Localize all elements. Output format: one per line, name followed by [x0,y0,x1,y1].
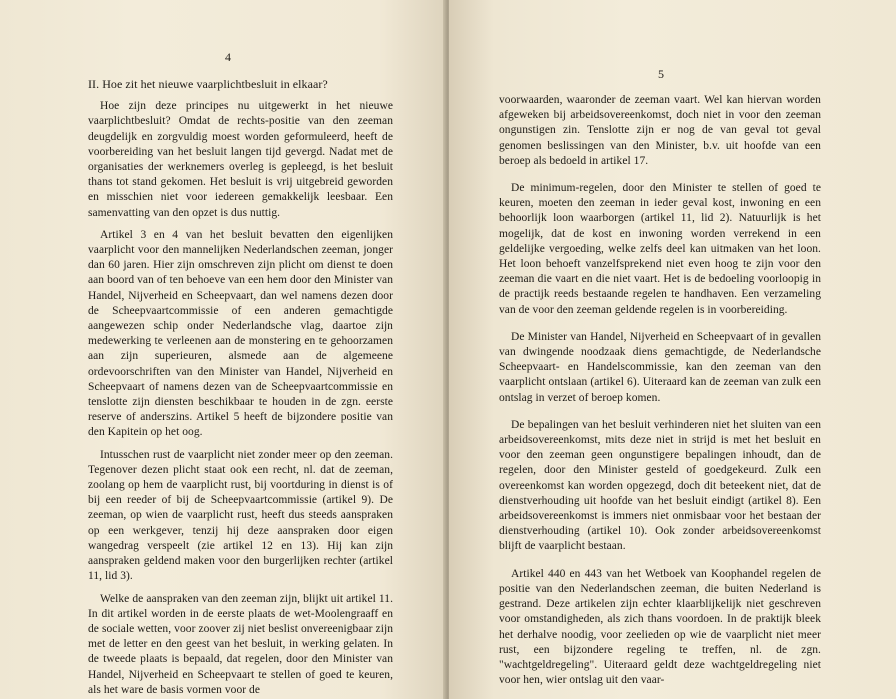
paragraph: Welke de aanspraken van den zeeman zijn, blijkt uit artikel 11. In dit artikel worden in de eerste plaats de wet-Moolengraaff en de sociale wetten, voor zoover zij niet beslist onvereenigbaar zijn met de letter en den geest van het besluit, in werking gelaten. In de tweede plaats is bepaald, dat regelen, door den Minister van Handel, Nijverheid en Scheepvaart te stellen of goed te keuren, als het ware de basis vormen voor de [88,592,393,696]
paragraph: De minimum-regelen, door den Minister te stellen of goed te keuren, moeten den zeeman in ieder geval kost, inwoning en een behoorlijk loon waarborgen (artikel 11, lid 2). Natuurlijk is het mogelijk, dat de kost en inwoning worden verrekend in een geldelijke vergoeding, welke zelfs deel kan uitmaken van het loon. Het loon behoeft vanzelfsprekend niet even hoog te zijn voor den zeeman die vaart en die niet vaart. Het is de bedoeling voorloopig in de practijk reeds bestaande regelen te handhaven. Een verzameling van de voor den zeeman geldende regelen is in voorbereiding. [499,182,821,316]
paragraph: voorwaarden, waaronder de zeeman vaart. Wel kan hiervan worden afgeweken bij arbeidsovereenkomst, doch niet in voor den zeeman ongunstigen zin. Tenslotte zijn er nog de van geval tot geval genomen beslissingen van den Minister, b.v. uit hoofde van een beroep als bedoeld in artikel 17. [499,94,821,167]
paragraph: De Minister van Handel, Nijverheid en Scheepvaart of in gevallen van dwingende noodzaak diens gemachtigde, de Nederlandsche Scheepvaart- en Handelscommissie, kan den zeeman van den vaarplicht ontslaan (artikel 6). Uiteraard kan de zeeman van zulk een ontslag in verzet of beroep komen. [499,330,821,404]
paragraph: Artikel 3 en 4 van het besluit bevatten den eigenlijken vaarplicht voor den mannelijken Nederlandschen zeeman, jonger dan 60 jaren. Hier zijn omschreven zijn plicht om dienst te doen aan boord van of ten behoeve van een hem door den Minister van Handel, Nijverheid en Scheepvaart, dan wel namens dezen door de Scheepvaartcommissie of een anderen gemachtigde aangewezen schip onder Nederlandsche vlag, daartoe zijn medewerking te verleenen aan de monstering en te gehoorzamen aan zijn superieuren, alsmede aan de algemeene ordevoorschriften van den Minister van Handel, Nijverheid en Scheepvaart of namens dezen van de Scheepvaartcommissie en tenslotte zijn diensten beschikbaar te houden in de zgn. eerste reserve of anderszins. Artikel 5 heeft de bijzondere positie van den Kapitein op het oog. [88,228,393,439]
paragraph: Intusschen rust de vaarplicht niet zonder meer op den zeeman. Tegenover dezen plicht staat ook een recht, nl. dat de zeeman, zoolang op hem de vaarplicht rust, bij voortduring in dienst is of bij een reeder of bij de Scheepvaartcommissie (artikel 9). De zeeman, op wien de vaarplicht rust, heeft dus steeds aanspraken op een werkgever, tenzij hij deze aanspraken door eigen wangedrag verspeelt (zie artikel 12 en 13). Hij kan zijn aanspraken geldend maken voor den burgerlijken rechter (artikel 11, lid 3). [88,448,393,583]
page-number: 5 [658,67,664,81]
paragraph: Artikel 440 en 443 van het Wetboek van Koophandel regelen de positie van den Nederlandschen zeeman, die buiten Nederland is gestrand. Deze artikelen zijn echter klaarblijkelijk niet geschreven voor omstandigheden, als zich thans voordoen. In de praktijk bleek het derhalve noodig, voor zeelieden op wie de vaarplicht niet meer rust, een bijzondere regeling te treffen, nl. de zgn. "wachtgeldregeling". Uiteraard geldt deze wachtgeldregeling niet voor hen, wier ontslag uit den vaar- [499,567,821,687]
paragraph: Hoe zijn deze principes nu uitgewerkt in het nieuwe vaarplichtbesluit? Omdat de rechts-positie van den zeeman deugdelijk en zorgvuldig moest worden geformuleerd, heeft de voorbereiding van het besluit langen tijd gevergd. Nadat met de organisaties der werknemers overleg is gepleegd, is het besluit thans tot stand gekomen. Het besluit is vrij uitgebreid geworden en misschien niet voor iedereen gemakkelijk leesbaar. Een samenvatting van den opzet is dus nuttig. [88,100,393,219]
left-page-text [88,77,393,699]
paragraph: De bepalingen van het besluit verhinderen niet het sluiten van een arbeidsovereenkomst, mits deze niet in strijd is met het besluit en voor den zeeman geen ongunstigere bepalingen inhoudt, dan de regelen, door den Minister gesteld of goedgekeurd. Zulk een overeenkomst kan worden opgezegd, doch dit beteekent niet, dat de dienstverhouding uit hoofde van het besluit eindigt (artikel 8). Een arbeidsovereenkomst is immers niet onmisbaar voor het bestaan der dienstverhouding (artikel 10). Ook zonder arbeidsovereenkomst blijft de vaarplicht bestaan. [499,418,821,553]
left-page [0,0,446,699]
section-heading: II. Hoe zit het nieuwe vaarplichtbesluit in elkaar? [88,77,328,91]
page-number: 4 [225,50,231,64]
right-page-text [499,93,821,699]
right-page [449,0,896,699]
